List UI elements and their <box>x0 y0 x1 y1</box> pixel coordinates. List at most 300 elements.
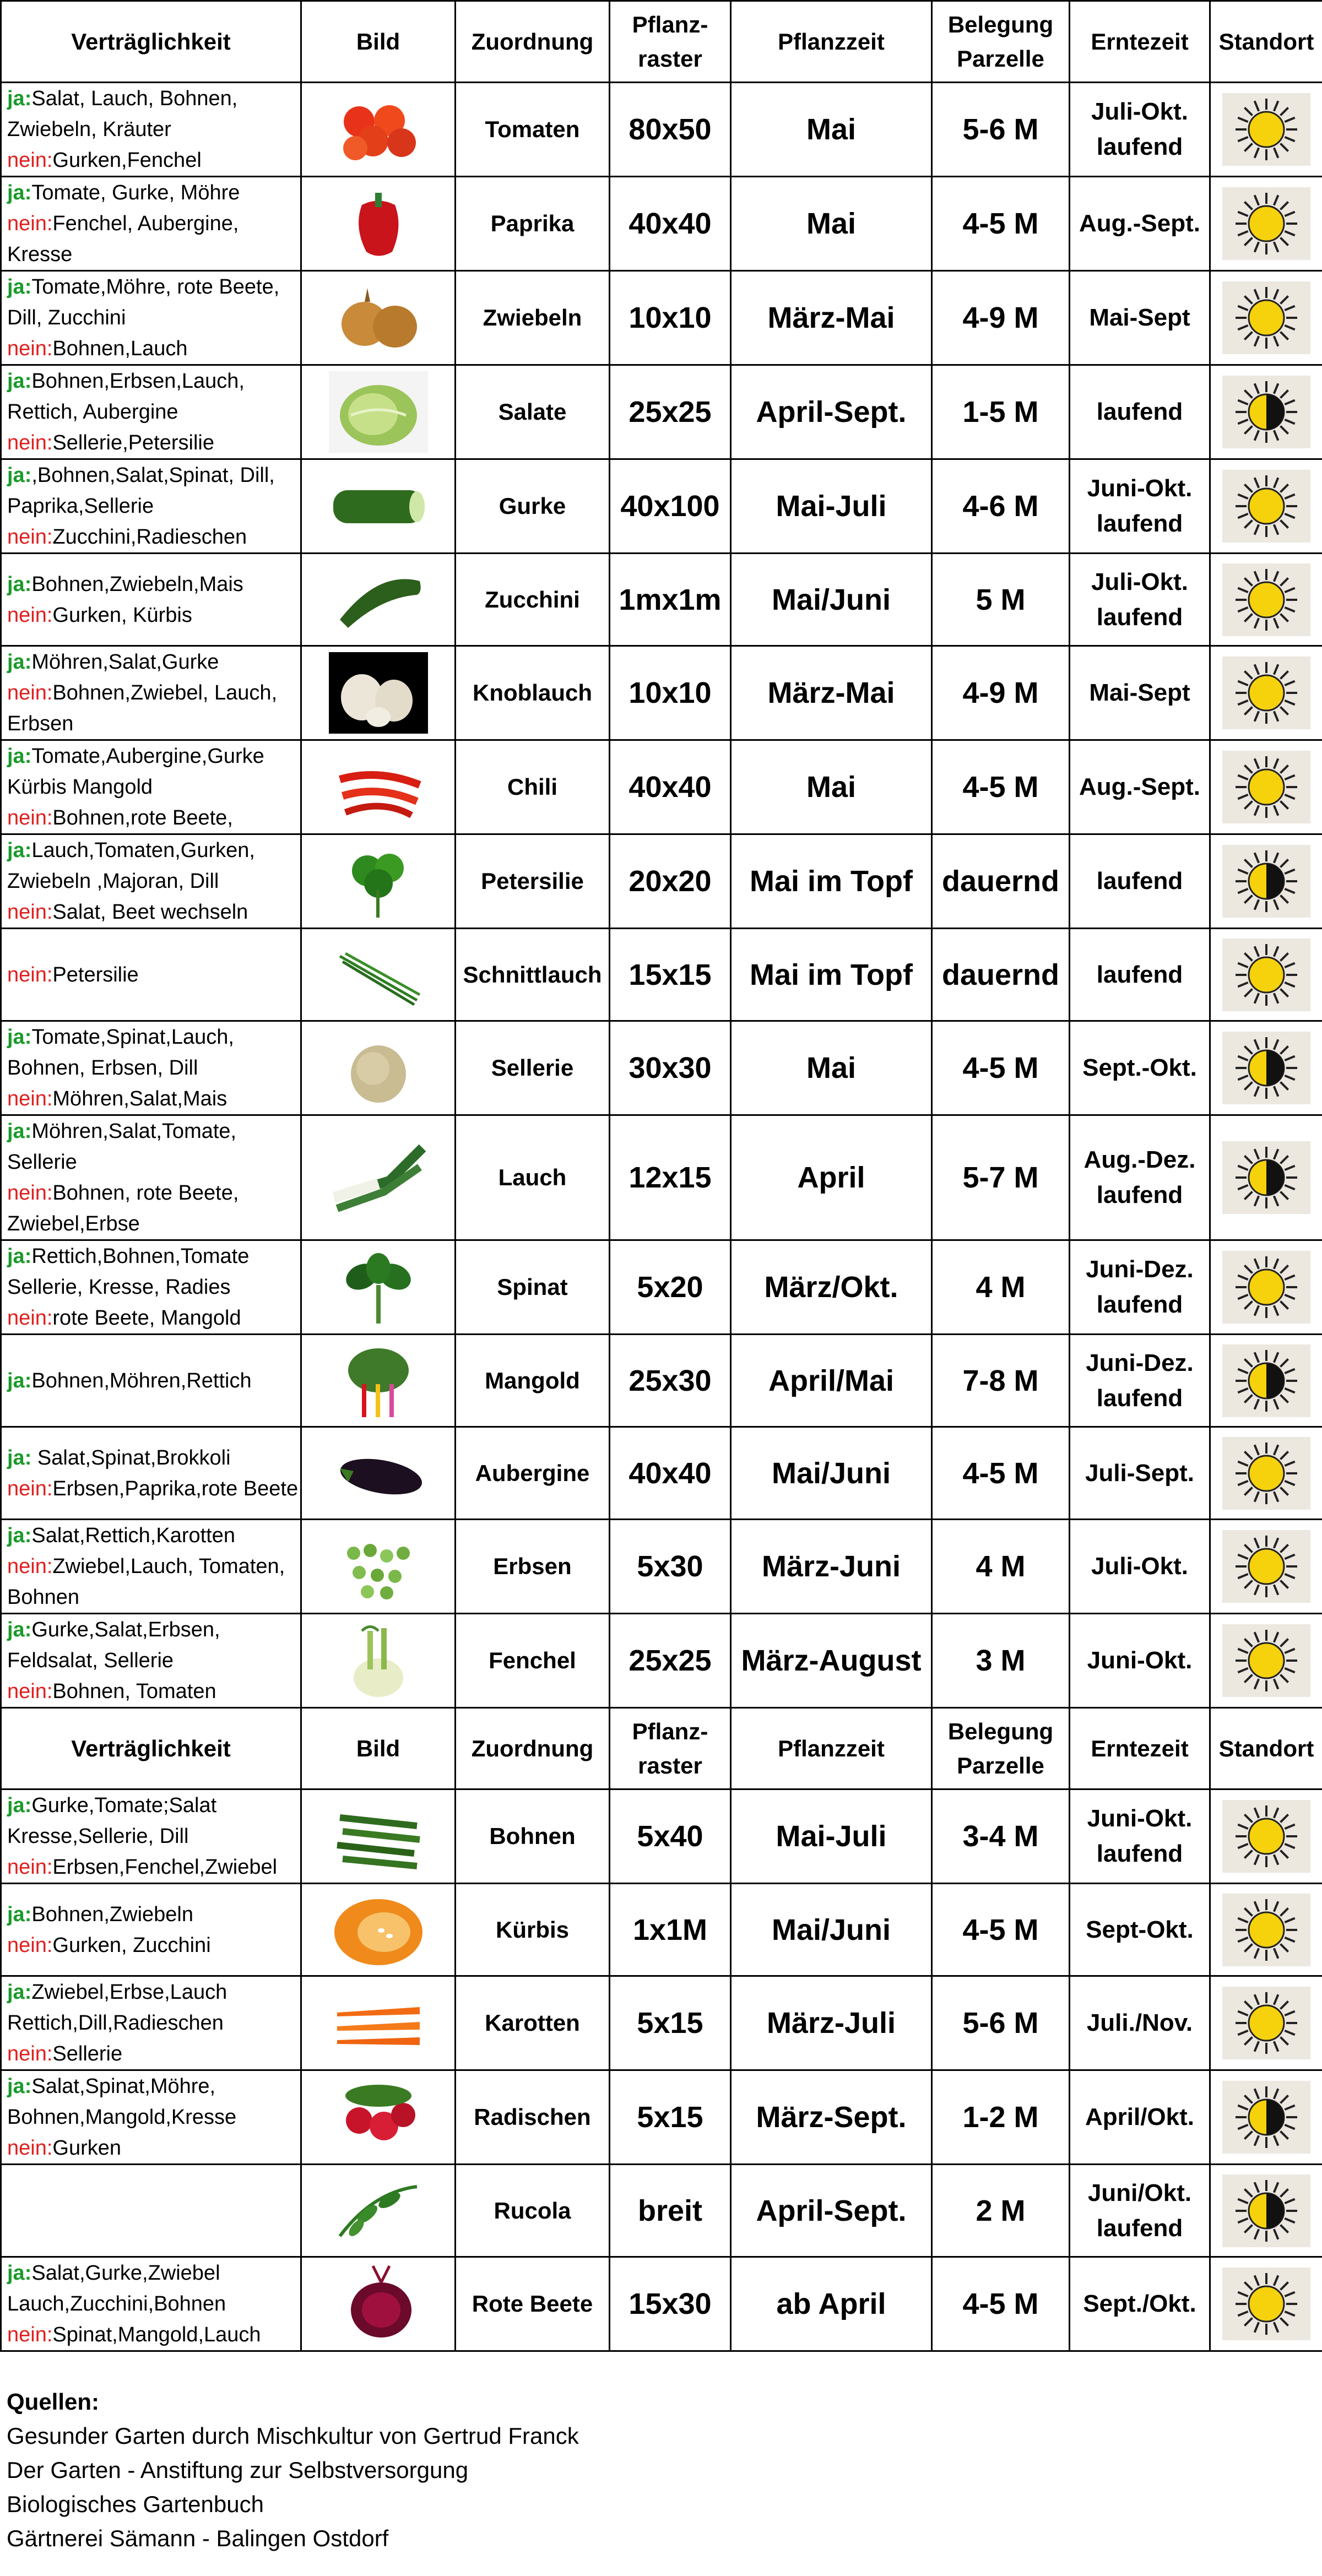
plant-spacing: 30x30 <box>610 1021 731 1115</box>
pepper-image <box>329 183 428 264</box>
plant-spacing: 5x30 <box>610 1520 731 1614</box>
nein-text: Bohnen,rote Beete, <box>52 806 233 829</box>
table-row <box>1 83 1322 177</box>
plant-spacing: 1mx1m <box>610 554 731 646</box>
plot-occupancy: 4-5 M <box>932 177 1070 271</box>
ja-text: Tomate,Aubergine,Gurke Kürbis Mangold <box>7 745 264 799</box>
nein-text: Gurken, Kürbis <box>52 603 192 627</box>
nein-label: nein: <box>7 806 53 829</box>
planting-time: April-Sept. <box>731 365 932 459</box>
plot-occupancy: 4-5 M <box>932 1427 1070 1520</box>
planting-time: Mai <box>731 1021 932 1115</box>
beans-image <box>329 1796 428 1877</box>
location-cell <box>1210 83 1322 177</box>
header-pflanzraster: Pflanz- raster <box>610 1708 731 1789</box>
pumpkin-image <box>329 1889 428 1971</box>
compatibility-cell <box>1 83 301 177</box>
location-cell <box>1210 646 1322 740</box>
location-cell <box>1210 177 1322 271</box>
image-cell <box>301 271 456 365</box>
sun-icon <box>1222 281 1310 354</box>
planting-time: März-Mai <box>731 646 932 740</box>
plant-name: Spinat <box>456 1240 610 1335</box>
header-pflanzraster: Pflanz- raster <box>610 1 731 83</box>
plant-name: Chili <box>456 740 610 834</box>
nein-label: nein: <box>7 1680 53 1703</box>
harvest-time <box>1070 554 1210 646</box>
location-cell <box>1210 1335 1322 1427</box>
plant-name: Rucola <box>456 2165 610 2257</box>
chili-image <box>329 746 428 828</box>
sun-icon <box>1222 563 1310 636</box>
harvest-time-text: Juni/Okt. <box>1087 2179 1192 2206</box>
radishes-image <box>329 2076 428 2158</box>
harvest-time-text: April/Okt. <box>1085 2103 1195 2130</box>
harvest-time-text: Juni-Okt. <box>1087 475 1193 502</box>
table-row <box>1 271 1322 365</box>
image-cell <box>301 834 456 929</box>
ja-label: ja: <box>7 745 32 768</box>
harvest-time <box>1070 271 1210 365</box>
location-cell <box>1210 554 1322 646</box>
plot-occupancy: dauernd <box>932 929 1070 1021</box>
harvest-time-text: Juli-Sept. <box>1085 1459 1195 1487</box>
plant-spacing: 10x10 <box>610 271 731 365</box>
plant-name: Fenchel <box>456 1614 610 1708</box>
compatibility-cell <box>1 929 301 1021</box>
sun-icon <box>1222 1987 1310 2059</box>
image-cell <box>301 2165 456 2257</box>
half-shade-icon <box>1222 1344 1310 1417</box>
planting-time: April <box>731 1115 932 1240</box>
plot-occupancy: 5-6 M <box>932 83 1070 177</box>
nein-label: nein: <box>7 525 53 549</box>
nein-label: nein: <box>7 963 53 986</box>
planting-time: Mai <box>731 177 932 271</box>
planting-time: Mai im Topf <box>731 929 932 1021</box>
header-standort: Standort <box>1210 1 1322 83</box>
location-cell <box>1210 834 1322 929</box>
header-erntezeit: Erntezeit <box>1070 1708 1210 1789</box>
table-row <box>1 1115 1322 1240</box>
image-cell <box>301 1614 456 1708</box>
harvest-time-text: laufend <box>1096 1384 1183 1412</box>
ja-label: ja: <box>7 1120 32 1143</box>
chard-image <box>329 1340 428 1422</box>
table-row <box>1 1789 1322 1884</box>
harvest-time-text: laufend <box>1096 398 1183 425</box>
plant-name: Zwiebeln <box>456 271 610 365</box>
harvest-time <box>1070 177 1210 271</box>
ja-label: ja: <box>7 1794 32 1817</box>
plot-occupancy: 5 M <box>932 554 1070 646</box>
table-row <box>1 1240 1322 1335</box>
planting-time: März-Juni <box>731 1520 932 1614</box>
spinach-image <box>329 1246 428 1328</box>
image-cell <box>301 1115 456 1240</box>
image-cell <box>301 929 456 1021</box>
plot-occupancy: 4-6 M <box>932 459 1070 554</box>
parsley-image <box>329 840 428 922</box>
tomatoes-image <box>329 89 428 170</box>
half-shade-icon <box>1222 1141 1310 1214</box>
harvest-time <box>1070 1240 1210 1335</box>
plot-occupancy: 1-5 M <box>932 365 1070 459</box>
ja-text: Tomate, Gurke, Möhre <box>31 181 240 204</box>
cucumber-image <box>329 465 428 547</box>
harvest-time <box>1070 834 1210 929</box>
plant-name: Radischen <box>456 2070 610 2165</box>
compatibility-cell <box>1 2257 301 2351</box>
half-shade-icon <box>1222 2174 1310 2247</box>
plant-spacing: 25x25 <box>610 1614 731 1708</box>
harvest-time-text: laufend <box>1096 2214 1183 2242</box>
sources-heading: Quellen: <box>7 2389 100 2415</box>
nein-text: Gurken, Zucchini <box>52 1933 211 1957</box>
plant-name: Lauch <box>456 1115 610 1240</box>
table-body-part1 <box>1 83 1322 1708</box>
nein-text: Erbsen,Fenchel,Zwiebel <box>52 1856 278 1879</box>
table-row <box>1 929 1322 1021</box>
planting-time: Mai-Juli <box>731 459 932 554</box>
image-cell <box>301 2070 456 2165</box>
location-cell <box>1210 1614 1322 1708</box>
planting-time: März-Juli <box>731 1976 932 2070</box>
compatibility-cell <box>1 740 301 834</box>
plant-name: Rote Beete <box>456 2257 610 2351</box>
ja-label: ja: <box>7 275 32 299</box>
table-row <box>1 459 1322 554</box>
half-shade-icon <box>1222 376 1310 448</box>
nein-text: Fenchel, Aubergine, Kresse <box>7 212 239 266</box>
plot-occupancy: dauernd <box>932 834 1070 929</box>
harvest-time-text: laufend <box>1096 133 1183 160</box>
nein-label: nein: <box>7 681 53 704</box>
harvest-time-text: Aug.-Sept. <box>1079 210 1200 237</box>
plot-occupancy: 4-5 M <box>932 740 1070 834</box>
location-cell <box>1210 1520 1322 1614</box>
location-cell <box>1210 1115 1322 1240</box>
plant-name: Mangold <box>456 1335 610 1427</box>
celeriac-image <box>329 1027 428 1109</box>
nein-text: Salat, Beet wechseln <box>52 901 248 924</box>
nein-label: nein: <box>7 603 53 627</box>
plot-occupancy: 4-5 M <box>932 1884 1070 1976</box>
compatibility-cell <box>1 1976 301 2070</box>
ja-label: ja: <box>7 1369 32 1392</box>
location-cell <box>1210 459 1322 554</box>
sun-icon <box>1222 93 1310 166</box>
compatibility-cell <box>1 554 301 646</box>
ja-label: ja: <box>7 1902 32 1926</box>
source-item: Der Garten - Anstiftung zur Selbstversorgung <box>7 2457 469 2483</box>
location-cell <box>1210 2165 1322 2257</box>
plot-occupancy: 7-8 M <box>932 1335 1070 1427</box>
ja-label: ja: <box>7 370 32 393</box>
source-item: Gesunder Garten durch Mischkultur von Gertrud Franck <box>7 2423 579 2449</box>
plant-spacing: 80x50 <box>610 83 731 177</box>
ja-text: Salat,Spinat,Brokkoli <box>31 1446 231 1469</box>
plant-spacing: 1x1M <box>610 1884 731 1976</box>
lettuce-image <box>329 371 428 453</box>
image-cell <box>301 740 456 834</box>
table-row <box>1 177 1322 271</box>
ja-text: Bohnen,Zwiebeln <box>31 1902 194 1926</box>
nein-text: Gurken,Fenchel <box>52 149 202 172</box>
plot-occupancy: 4-9 M <box>932 646 1070 740</box>
onions-image <box>329 277 428 359</box>
table-row <box>1 1614 1322 1708</box>
planting-time: März/Okt. <box>731 1240 932 1335</box>
table-row <box>1 834 1322 929</box>
harvest-time <box>1070 1520 1210 1614</box>
nein-text: Erbsen,Paprika,rote Beete <box>52 1477 299 1500</box>
plot-occupancy: 4-5 M <box>932 1021 1070 1115</box>
planting-time: April/Mai <box>731 1335 932 1427</box>
plant-name: Paprika <box>456 177 610 271</box>
half-shade-icon <box>1222 2081 1310 2154</box>
harvest-time <box>1070 2257 1210 2351</box>
compatibility-cell <box>1 459 301 554</box>
harvest-time <box>1070 1976 1210 2070</box>
plant-name: Bohnen <box>456 1789 610 1884</box>
ja-text: Salat,Gurke,Zwiebel Lauch,Zucchini,Bohnen <box>7 2262 226 2315</box>
ja-text: Bohnen,Zwiebeln,Mais <box>31 572 243 596</box>
table-row <box>1 1427 1322 1520</box>
ja-label: ja: <box>7 2262 32 2285</box>
location-cell <box>1210 1427 1322 1520</box>
table-header-row <box>1 1 1322 83</box>
header-zuordnung: Zuordnung <box>456 1708 610 1789</box>
location-cell <box>1210 1240 1322 1335</box>
harvest-time <box>1070 2070 1210 2165</box>
ja-label: ja: <box>7 1026 32 1049</box>
harvest-time-text: laufend <box>1096 1840 1183 1867</box>
image-cell <box>301 1021 456 1115</box>
harvest-time <box>1070 459 1210 554</box>
table-row <box>1 1884 1322 1976</box>
ja-label: ja: <box>7 1245 32 1268</box>
sun-icon <box>1222 939 1310 1011</box>
plant-spacing: 5x20 <box>610 1240 731 1335</box>
nein-label: nein: <box>7 212 53 235</box>
harvest-time-text: Juli-Okt. <box>1091 1553 1189 1580</box>
ja-text: Bohnen,Erbsen,Lauch, Rettich, Aubergine <box>7 370 245 424</box>
location-cell <box>1210 2257 1322 2351</box>
plant-name: Petersilie <box>456 834 610 929</box>
ja-label: ja: <box>7 464 32 487</box>
image-cell <box>301 1427 456 1520</box>
planting-time: April-Sept. <box>731 2165 932 2257</box>
location-cell <box>1210 365 1322 459</box>
harvest-time-text: Juli-Okt. <box>1091 568 1189 595</box>
plot-occupancy: 2 M <box>932 2165 1070 2257</box>
plant-spacing: 15x15 <box>610 929 731 1021</box>
harvest-time-text: Aug.-Sept. <box>1079 773 1200 800</box>
harvest-time-text: Juni-Okt. <box>1087 1805 1193 1832</box>
nein-label: nein: <box>7 1555 53 1578</box>
half-shade-icon <box>1222 845 1310 918</box>
compatibility-cell <box>1 1614 301 1708</box>
compatibility-cell <box>1 2070 301 2165</box>
plot-occupancy: 4-5 M <box>932 2257 1070 2351</box>
image-cell <box>301 365 456 459</box>
nein-text: Bohnen, rote Beete, Zwiebel,Erbse <box>7 1181 239 1235</box>
planting-time: Mai <box>731 83 932 177</box>
planting-time: Mai <box>731 740 932 834</box>
chives-image <box>329 934 428 1016</box>
table-row <box>1 554 1322 646</box>
plant-spacing: 20x20 <box>610 834 731 929</box>
plant-name: Karotten <box>456 1976 610 2070</box>
plant-spacing: 15x30 <box>610 2257 731 2351</box>
eggplant-image <box>329 1433 428 1514</box>
compatibility-cell <box>1 1335 301 1427</box>
table-header-row-repeat <box>1 1708 1322 1789</box>
plot-occupancy: 5-6 M <box>932 1976 1070 2070</box>
nein-label: nein: <box>7 1477 53 1500</box>
nein-text: Bohnen,Lauch <box>52 337 188 360</box>
plant-name: Aubergine <box>456 1427 610 1520</box>
harvest-time-text: Mai-Sept <box>1089 679 1190 706</box>
compatibility-cell <box>1 1789 301 1884</box>
ja-text: Tomate,Spinat,Lauch, Bohnen, Erbsen, Dill <box>7 1026 234 1080</box>
header-pflanzzeit: Pflanzzeit <box>731 1708 932 1789</box>
nein-label: nein: <box>7 2136 53 2160</box>
plot-occupancy: 5-7 M <box>932 1115 1070 1240</box>
header-erntezeit: Erntezeit <box>1070 1 1210 83</box>
ja-text: Gurke,Tomate;Salat Kresse,Sellerie, Dill <box>7 1794 217 1848</box>
table-row <box>1 1976 1322 2070</box>
harvest-time-text: Sept-Okt. <box>1086 1916 1194 1943</box>
image-cell <box>301 1976 456 2070</box>
nein-text: Zwiebel,Lauch, Tomaten, Bohnen <box>7 1555 285 1609</box>
sun-icon <box>1222 751 1310 823</box>
planting-time: März-Mai <box>731 271 932 365</box>
image-cell <box>301 1520 456 1614</box>
image-cell <box>301 646 456 740</box>
harvest-time <box>1070 1115 1210 1240</box>
harvest-time <box>1070 2165 1210 2257</box>
plot-occupancy: 4-9 M <box>932 271 1070 365</box>
sun-icon <box>1222 1437 1310 1510</box>
ja-text: Möhren,Salat,Gurke <box>31 650 219 674</box>
compatibility-cell <box>1 646 301 740</box>
ja-label: ja: <box>7 839 32 862</box>
nein-text: Petersilie <box>52 963 139 986</box>
nein-label: nein: <box>7 1181 53 1205</box>
location-cell <box>1210 1976 1322 2070</box>
header-bild: Bild <box>301 1 456 83</box>
source-item: Gärtnerei Sämann - Balingen Ostdorf <box>7 2525 389 2551</box>
ja-text: Gurke,Salat,Erbsen, Feldsalat, Sellerie <box>7 1618 220 1672</box>
ja-text: Salat,Spinat,Möhre, Bohnen,Mangold,Kresse <box>7 2075 237 2129</box>
ja-text: Möhren,Salat,Tomate, Sellerie <box>7 1120 237 1174</box>
ja-text: Salat,Rettich,Karotten <box>31 1524 236 1547</box>
ja-label: ja: <box>7 1981 32 2004</box>
nein-text: Bohnen,Zwiebel, Lauch, Erbsen <box>7 681 278 735</box>
ja-label: ja: <box>7 1524 32 1547</box>
plot-occupancy: 3-4 M <box>932 1789 1070 1884</box>
planting-time: ab April <box>731 2257 932 2351</box>
arugula-image <box>329 2170 428 2252</box>
image-cell <box>301 1335 456 1427</box>
harvest-time-text: Juni-Dez. <box>1086 1256 1194 1283</box>
compatibility-cell <box>1 1115 301 1240</box>
plant-spacing: 25x25 <box>610 365 731 459</box>
compatibility-cell <box>1 1240 301 1335</box>
image-cell <box>301 459 456 554</box>
header-vertraeglichkeit: Verträglichkeit <box>1 1 301 83</box>
compatibility-cell <box>1 1427 301 1520</box>
nein-label: nein: <box>7 1087 53 1110</box>
location-cell <box>1210 271 1322 365</box>
ja-label: ja: <box>7 572 32 596</box>
plant-name: Kürbis <box>456 1884 610 1976</box>
sources-section <box>7 2385 579 2556</box>
plant-spacing: 5x15 <box>610 1976 731 2070</box>
ja-label: ja: <box>7 650 32 674</box>
header-standort: Standort <box>1210 1708 1322 1789</box>
plant-name: Zucchini <box>456 554 610 646</box>
compatibility-cell <box>1 1520 301 1614</box>
image-cell <box>301 2257 456 2351</box>
nein-text: Gurken <box>52 2136 122 2160</box>
peas-image <box>329 1526 428 1607</box>
plant-name: Sellerie <box>456 1021 610 1115</box>
ja-label: ja: <box>7 181 32 204</box>
plant-spacing: 12x15 <box>610 1115 731 1240</box>
planting-time: Mai im Topf <box>731 834 932 929</box>
planting-time: Mai/Juni <box>731 1884 932 1976</box>
ja-label: ja: <box>7 2075 32 2098</box>
plant-name: Salate <box>456 365 610 459</box>
plant-spacing: 5x40 <box>610 1789 731 1884</box>
harvest-time <box>1070 1021 1210 1115</box>
compatibility-cell <box>1 271 301 365</box>
nein-label: nein: <box>7 2042 53 2065</box>
harvest-time-text: Juli-Okt. <box>1091 98 1189 125</box>
table-body-part2 <box>1 1789 1322 2351</box>
location-cell <box>1210 1884 1322 1976</box>
ja-text: Bohnen,Möhren,Rettich <box>31 1369 252 1392</box>
image-cell <box>301 177 456 271</box>
header-pflanzzeit: Pflanzzeit <box>731 1 932 83</box>
harvest-time-text: Juni-Dez. <box>1086 1349 1194 1376</box>
table-row <box>1 2070 1322 2165</box>
plant-spacing: breit <box>610 2165 731 2257</box>
harvest-time <box>1070 1789 1210 1884</box>
plant-spacing: 10x10 <box>610 646 731 740</box>
compatibility-cell <box>1 365 301 459</box>
nein-text: Sellerie,Petersilie <box>52 431 214 454</box>
leek-image <box>329 1137 428 1218</box>
harvest-time <box>1070 365 1210 459</box>
nein-text: Spinat,Mangold,Lauch <box>52 2323 261 2346</box>
compatibility-cell <box>1 177 301 271</box>
location-cell <box>1210 1789 1322 1884</box>
location-cell <box>1210 740 1322 834</box>
plot-occupancy: 1-2 M <box>932 2070 1070 2165</box>
nein-label: nein: <box>7 1306 53 1330</box>
sun-icon <box>1222 657 1310 729</box>
table-row <box>1 1021 1322 1115</box>
plant-spacing: 40x40 <box>610 1427 731 1520</box>
harvest-time-text: laufend <box>1096 867 1183 894</box>
nein-label: nein: <box>7 1856 53 1879</box>
harvest-time-text: Aug.-Dez. <box>1083 1146 1196 1173</box>
harvest-time-text: Juli./Nov. <box>1086 2009 1193 2036</box>
